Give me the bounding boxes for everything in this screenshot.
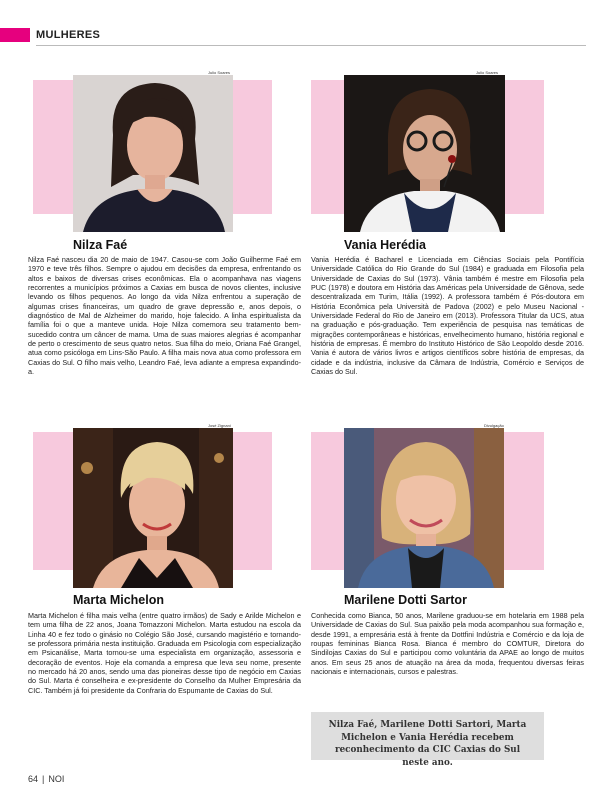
profile-name: Marta Michelon (73, 593, 164, 607)
portrait-photo-nilza (73, 75, 233, 232)
page-number: 64 (28, 774, 39, 784)
section-accent-bar (0, 28, 30, 42)
photo-credit: Julio Soares (208, 70, 231, 75)
footer-separator: | (42, 774, 45, 784)
photo-credit: Divulgação (484, 423, 504, 428)
profile-name: Nilza Faé (73, 238, 128, 252)
profile-bio: Marta Michelon é filha mais velha (entre quatro irmãos) de Sady e Arilde Michelon e tem uma filha de 22 anos, Joana Tomazzoni Michelon. Marta estudou na escola da Linha 40 e fez todo o ginásio no Colégio São José, cursando magistério e tornando-se professora primária nesta instituição. Graduada em Psicologia com especialização em Psicanálise, Marta tornou-se uma especialista em organização, assessoria e decoração de eventos. Hoje ela comanda a empresa que leva seu nome, presente no mercado há 20 anos, sendo uma das pioneiras desse tipo de negócio em Caxias do Sul. Marta é conselheira e ex-presidente do Conselho da Mulher Empresária da CIC. Também já foi presidente da Confraria do Espumante de Caxias do Sul. (28, 611, 301, 695)
caption-box (311, 712, 544, 768)
photo-credit: José Zignani (208, 423, 231, 428)
profile-bio: Vania Herédia é Bacharel e Licenciada em Ciências Sociais pela Pontifícia Universidade Católica do Rio Grande do Sul (1984) e graduada em Filosofia pela Universidade de Caxias do Sul (1973). Vânia também é mestre em Filosofia pela PUC (1978) e doutora em História das Américas pela Universidade de Gênova, sede descentralizada em Turim, Itália (1992). A professora também é Pós-doutora em História Econômica pela Università de Padova (2002) e pelo Museu Nacional - Universidade Federal do Rio de Janeiro em (2013). Professora Titular da UCS, atua na graduação e pós-graduação. Tem experiência de pesquisa nas temáticas de migrações contemporâneas e históricas, envelhecimento humano, história regional e história de empresas. É membro do Instituto Histórico de São Leopoldo desde 2016. Vania é autora de vários livros e artigos científicos sobre história de empresas, da cidade e da indústria, inclusive da Câmara de Indústria, Comércio e Serviços de Caxias do Sul. (311, 255, 584, 377)
section-title: MULHERES (36, 29, 101, 41)
portrait-photo-marta (73, 428, 233, 588)
profile-name: Vania Herédia (344, 238, 426, 252)
portrait-photo-marilene (344, 428, 504, 588)
portrait-photo-vania (344, 75, 505, 232)
profile-name: Marilene Dotti Sartor (344, 593, 467, 607)
magazine-name: NOI (48, 774, 65, 784)
section-divider (36, 45, 586, 46)
page-footer (28, 774, 64, 784)
profile-bio: Conhecida como Bianca, 50 anos, Marilene graduou-se em hotelaria em 1988 pela Universidade de Caxias do Sul. Sua paixão pela moda acompanhou sua formação e, desde 1991, a empresária está à frente da Dottfini Indústria e Comércio e da loja de roupas femininas Bianca Rosa. Bianca é membro do COMTUR, Diretora do Sindilojas Caxias do Sul e participou como voluntária da APAE ao longo de muitos anos. Em seus 25 anos de atuação na área da moda, frequentou diversas feiras nacionais e internacionais, cursos e palestras. (311, 611, 584, 677)
caption-text: Nilza Faé, Marilene Dotti Sartori, Marta Michelon e Vania Herédia recebem reconhecimento da CIC Caxias do Sul neste ano. (328, 720, 527, 768)
photo-credit: Julio Soares (476, 70, 499, 75)
profile-bio: Nilza Faé nasceu dia 20 de maio de 1947. Casou-se com João Guilherme Faé em 1970 e teve três filhos. Sempre o ajudou em decisões da empresa, enfrentando os altos e baixos de diversas crises econômicas. Ela o acompanhava nas viagens recorrentes a municípios próximos a Caxias em busca de novos clientes, inclusive levando os filhos pequenos. Ao longo da vida Nilza enfrentou a superação de algumas crises financeiras, um quadro de grave depressão e, anos depois, o diagnóstico de Mal de Alzheimer do marido, hoje falecido. A linha espiritualista da família foi o que a manteve unida. Hoje Nilza comemora seu tratamento bem-sucedido contra um câncer de mama. Uma de suas maiores alegrias é acompanhar de perto o crescimento de seus quatro netos. Sua filha do meio, Oriana Faé Grangel, atua como psicóloga em Lins-São Paulo. A filha mais nova atua como professora em Caxias do Sul. O filho mais velho, Leandro Faé, leva adiante a empresa expandindo-a. (28, 255, 301, 377)
